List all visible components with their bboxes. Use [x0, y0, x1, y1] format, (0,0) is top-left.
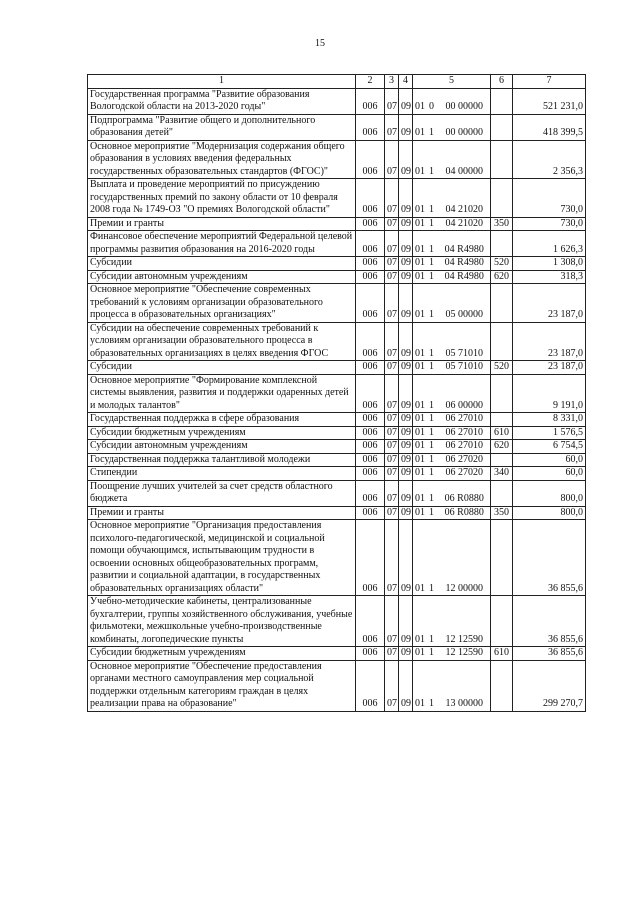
row-ved: 006: [356, 480, 385, 506]
row-subsection: 09: [399, 480, 413, 506]
row-subsection: 09: [399, 140, 413, 179]
row-subsection: 09: [399, 257, 413, 271]
row-expense-type: 350: [491, 217, 513, 231]
row-target-code-subprogram: 1: [425, 374, 439, 413]
row-target-code-subprogram: 1: [425, 453, 439, 467]
row-name: Премии и гранты: [88, 506, 356, 520]
row-expense-type: 610: [491, 647, 513, 661]
row-section: 07: [385, 453, 399, 467]
row-expense-type: [491, 88, 513, 114]
row-section: 07: [385, 506, 399, 520]
row-name: Субсидии автономным учреждениям: [88, 440, 356, 454]
row-target-code-program: 01: [413, 374, 425, 413]
row-section: 07: [385, 257, 399, 271]
header-col-3: 3: [385, 75, 399, 89]
row-subsection: 09: [399, 374, 413, 413]
row-amount: 318,3: [513, 270, 586, 284]
row-name: Основное мероприятие "Формирование комплексной системы выявления, развития и поддержки одаренных детей и молодых талантов": [88, 374, 356, 413]
row-subsection: 09: [399, 231, 413, 257]
row-subsection: 09: [399, 426, 413, 440]
row-target-code-program: 01: [413, 453, 425, 467]
row-expense-type: [491, 480, 513, 506]
row-amount: 418 399,5: [513, 114, 586, 140]
row-ved: 006: [356, 257, 385, 271]
row-target-code-item: 04 R4980: [439, 231, 491, 257]
row-amount: 36 855,6: [513, 596, 586, 647]
row-amount: 1 626,3: [513, 231, 586, 257]
row-ved: 006: [356, 140, 385, 179]
row-target-code-item: 06 27010: [439, 426, 491, 440]
table-row: [88, 660, 586, 711]
row-name: Субсидии на обеспечение современных требований к условиям организации образовательного процесса в образовательных организациях в целях введения ФГОС: [88, 322, 356, 361]
row-target-code-item: 06 R0880: [439, 506, 491, 520]
row-name: Субсидии автономным учреждениям: [88, 270, 356, 284]
row-amount: 60,0: [513, 453, 586, 467]
row-target-code-subprogram: 1: [425, 520, 439, 596]
row-ved: 006: [356, 88, 385, 114]
row-expense-type: [491, 114, 513, 140]
row-ved: 006: [356, 114, 385, 140]
row-subsection: 09: [399, 322, 413, 361]
row-ved: 006: [356, 374, 385, 413]
row-target-code-item: 04 21020: [439, 179, 491, 218]
row-section: 07: [385, 596, 399, 647]
row-target-code-item: 06 27020: [439, 467, 491, 481]
row-amount: 1 576,5: [513, 426, 586, 440]
row-target-code-item: 12 12590: [439, 596, 491, 647]
row-target-code-subprogram: 1: [425, 270, 439, 284]
row-expense-type: 340: [491, 467, 513, 481]
row-section: 07: [385, 467, 399, 481]
row-section: 07: [385, 217, 399, 231]
row-target-code-subprogram: 1: [425, 413, 439, 427]
row-amount: 36 855,6: [513, 520, 586, 596]
row-subsection: 09: [399, 284, 413, 323]
row-target-code-program: 01: [413, 231, 425, 257]
row-ved: 006: [356, 453, 385, 467]
row-amount: 800,0: [513, 506, 586, 520]
row-target-code-subprogram: 1: [425, 660, 439, 711]
row-section: 07: [385, 270, 399, 284]
row-ved: 006: [356, 361, 385, 375]
header-col-5: 5: [413, 75, 491, 89]
table-row: [88, 217, 586, 231]
row-target-code-item: 05 71010: [439, 361, 491, 375]
row-section: 07: [385, 647, 399, 661]
row-section: 07: [385, 440, 399, 454]
row-name: Финансовое обеспечение мероприятий Федеральной целевой программы развития образования на 2016-2020 годы: [88, 231, 356, 257]
row-expense-type: [491, 413, 513, 427]
table-row: [88, 322, 586, 361]
row-ved: 006: [356, 322, 385, 361]
row-expense-type: 620: [491, 270, 513, 284]
row-ved: 006: [356, 179, 385, 218]
row-amount: 9 191,0: [513, 374, 586, 413]
row-target-code-item: 00 00000: [439, 114, 491, 140]
row-subsection: 09: [399, 88, 413, 114]
table-row: [88, 506, 586, 520]
header-col-7: 7: [513, 75, 586, 89]
row-name: Государственная программа "Развитие образования Вологодской области на 2013-2020 годы": [88, 88, 356, 114]
row-target-code-program: 01: [413, 114, 425, 140]
row-target-code-subprogram: 1: [425, 217, 439, 231]
row-target-code-subprogram: 1: [425, 322, 439, 361]
row-section: 07: [385, 231, 399, 257]
row-target-code-program: 01: [413, 179, 425, 218]
table-row: [88, 140, 586, 179]
row-target-code-program: 01: [413, 257, 425, 271]
row-target-code-subprogram: 1: [425, 114, 439, 140]
row-name: Субсидии: [88, 257, 356, 271]
row-ved: 006: [356, 506, 385, 520]
row-target-code-item: 06 R0880: [439, 480, 491, 506]
row-amount: 23 187,0: [513, 322, 586, 361]
row-target-code-subprogram: 1: [425, 361, 439, 375]
table-row: [88, 413, 586, 427]
row-target-code-item: 05 71010: [439, 322, 491, 361]
row-target-code-item: 13 00000: [439, 660, 491, 711]
row-name: Выплата и проведение мероприятий по присуждению государственных премий по закону области от 10 февраля 2008 года № 1749-ОЗ "О премиях Вологодской области": [88, 179, 356, 218]
row-name: Субсидии бюджетным учреждениям: [88, 426, 356, 440]
row-target-code-program: 01: [413, 520, 425, 596]
table-row: [88, 284, 586, 323]
row-name: Поощрение лучших учителей за счет средств областного бюджета: [88, 480, 356, 506]
page-number: 15: [315, 38, 325, 49]
row-target-code-item: 00 00000: [439, 88, 491, 114]
row-section: 07: [385, 114, 399, 140]
row-target-code-subprogram: 1: [425, 647, 439, 661]
table-row: [88, 114, 586, 140]
budget-table: [87, 74, 586, 712]
row-section: 07: [385, 140, 399, 179]
row-target-code-subprogram: 1: [425, 231, 439, 257]
row-amount: 6 754,5: [513, 440, 586, 454]
row-target-code-item: 04 21020: [439, 217, 491, 231]
table-row: [88, 520, 586, 596]
row-subsection: 09: [399, 217, 413, 231]
table-row: [88, 467, 586, 481]
row-ved: 006: [356, 647, 385, 661]
row-target-code-program: 01: [413, 440, 425, 454]
table-header-row: [88, 75, 586, 89]
table-row: [88, 374, 586, 413]
row-section: 07: [385, 660, 399, 711]
row-section: 07: [385, 88, 399, 114]
row-target-code-subprogram: 1: [425, 506, 439, 520]
row-amount: 800,0: [513, 480, 586, 506]
row-target-code-item: 06 27020: [439, 453, 491, 467]
row-name: Основное мероприятие "Организация предоставления психолого-педагогической, медицинской и социальной помощи обучающимся, испытывающим трудности в освоении основных общеобразовательных программ, развитии и социальной адаптации, в государственных образовательных организациях области": [88, 520, 356, 596]
row-target-code-program: 01: [413, 596, 425, 647]
row-expense-type: 610: [491, 426, 513, 440]
row-section: 07: [385, 413, 399, 427]
row-target-code-program: 01: [413, 660, 425, 711]
row-ved: 006: [356, 520, 385, 596]
row-ved: 006: [356, 284, 385, 323]
row-target-code-program: 01: [413, 467, 425, 481]
row-amount: 1 308,0: [513, 257, 586, 271]
row-amount: 2 356,3: [513, 140, 586, 179]
row-expense-type: 350: [491, 506, 513, 520]
table-row: [88, 231, 586, 257]
row-ved: 006: [356, 596, 385, 647]
row-name: Государственная поддержка талантливой молодежи: [88, 453, 356, 467]
row-target-code-item: 06 27010: [439, 413, 491, 427]
table-row: [88, 440, 586, 454]
row-expense-type: [491, 453, 513, 467]
row-name: Государственная поддержка в сфере образования: [88, 413, 356, 427]
row-ved: 006: [356, 426, 385, 440]
row-target-code-program: 01: [413, 480, 425, 506]
row-amount: 299 270,7: [513, 660, 586, 711]
row-amount: 521 231,0: [513, 88, 586, 114]
row-target-code-subprogram: 1: [425, 140, 439, 179]
row-name: Подпрограмма "Развитие общего и дополнительного образования детей": [88, 114, 356, 140]
row-amount: 730,0: [513, 179, 586, 218]
row-expense-type: [491, 179, 513, 218]
row-target-code-subprogram: 1: [425, 179, 439, 218]
row-target-code-program: 01: [413, 361, 425, 375]
row-ved: 006: [356, 467, 385, 481]
table-row: [88, 453, 586, 467]
table-row: [88, 480, 586, 506]
row-name: Основное мероприятие "Обеспечение современных требований к условиям организации образовательного процесса в образовательных организациях": [88, 284, 356, 323]
row-name: Основное мероприятие "Модернизация содержания общего образования в условиях введения федеральных государственных образовательных стандартов (ФГОС)": [88, 140, 356, 179]
header-col-2: 2: [356, 75, 385, 89]
row-ved: 006: [356, 231, 385, 257]
row-section: 07: [385, 426, 399, 440]
row-target-code-subprogram: 1: [425, 426, 439, 440]
table-row: [88, 647, 586, 661]
row-subsection: 09: [399, 596, 413, 647]
table-row: [88, 257, 586, 271]
row-expense-type: [491, 284, 513, 323]
row-name: Субсидии бюджетным учреждениям: [88, 647, 356, 661]
table-row: [88, 270, 586, 284]
row-target-code-program: 01: [413, 217, 425, 231]
row-subsection: 09: [399, 453, 413, 467]
row-expense-type: 520: [491, 257, 513, 271]
row-ved: 006: [356, 217, 385, 231]
row-subsection: 09: [399, 647, 413, 661]
row-target-code-item: 04 R4980: [439, 257, 491, 271]
row-name: Учебно-методические кабинеты, централизованные бухгалтерии, группы хозяйственного обслуживания, учебные фильмотеки, межшкольные учебно-производственные комбинаты, логопедические пункты: [88, 596, 356, 647]
row-expense-type: [491, 660, 513, 711]
row-section: 07: [385, 374, 399, 413]
header-col-1: 1: [88, 75, 356, 89]
row-name: Стипендии: [88, 467, 356, 481]
row-expense-type: [491, 322, 513, 361]
row-section: 07: [385, 284, 399, 323]
row-subsection: 09: [399, 179, 413, 218]
row-ved: 006: [356, 660, 385, 711]
table-row: [88, 596, 586, 647]
table-row: [88, 179, 586, 218]
row-subsection: 09: [399, 270, 413, 284]
row-section: 07: [385, 179, 399, 218]
row-target-code-program: 01: [413, 506, 425, 520]
row-target-code-program: 01: [413, 284, 425, 323]
row-ved: 006: [356, 413, 385, 427]
row-ved: 006: [356, 440, 385, 454]
row-target-code-program: 01: [413, 426, 425, 440]
row-target-code-program: 01: [413, 270, 425, 284]
row-subsection: 09: [399, 413, 413, 427]
table-row: [88, 88, 586, 114]
row-target-code-subprogram: 1: [425, 257, 439, 271]
row-section: 07: [385, 480, 399, 506]
row-target-code-item: 06 27010: [439, 440, 491, 454]
row-expense-type: [491, 596, 513, 647]
row-subsection: 09: [399, 506, 413, 520]
row-expense-type: 620: [491, 440, 513, 454]
row-section: 07: [385, 520, 399, 596]
row-target-code-program: 01: [413, 322, 425, 361]
row-amount: 23 187,0: [513, 284, 586, 323]
row-subsection: 09: [399, 520, 413, 596]
row-target-code-program: 01: [413, 88, 425, 114]
row-subsection: 09: [399, 361, 413, 375]
row-target-code-program: 01: [413, 413, 425, 427]
header-col-4: 4: [399, 75, 413, 89]
row-expense-type: [491, 231, 513, 257]
row-target-code-item: 05 00000: [439, 284, 491, 323]
row-expense-type: [491, 520, 513, 596]
row-amount: 60,0: [513, 467, 586, 481]
row-target-code-item: 12 00000: [439, 520, 491, 596]
row-amount: 23 187,0: [513, 361, 586, 375]
row-expense-type: [491, 374, 513, 413]
row-target-code-subprogram: 1: [425, 596, 439, 647]
row-name: Субсидии: [88, 361, 356, 375]
row-target-code-program: 01: [413, 647, 425, 661]
row-expense-type: [491, 140, 513, 179]
row-subsection: 09: [399, 440, 413, 454]
row-ved: 006: [356, 270, 385, 284]
row-target-code-subprogram: 1: [425, 284, 439, 323]
row-amount: 8 331,0: [513, 413, 586, 427]
row-target-code-item: 06 00000: [439, 374, 491, 413]
row-expense-type: 520: [491, 361, 513, 375]
row-name: Основное мероприятие "Обеспечение предоставления органами местного самоуправления мер социальной поддержки отдельным категориям граждан в целях реализации права на образование": [88, 660, 356, 711]
row-target-code-subprogram: 0: [425, 88, 439, 114]
row-target-code-subprogram: 1: [425, 467, 439, 481]
row-amount: 36 855,6: [513, 647, 586, 661]
row-amount: 730,0: [513, 217, 586, 231]
row-target-code-subprogram: 1: [425, 480, 439, 506]
table-row: [88, 426, 586, 440]
row-target-code-subprogram: 1: [425, 440, 439, 454]
row-section: 07: [385, 322, 399, 361]
row-name: Премии и гранты: [88, 217, 356, 231]
header-col-6: 6: [491, 75, 513, 89]
row-section: 07: [385, 361, 399, 375]
row-target-code-program: 01: [413, 140, 425, 179]
row-target-code-item: 04 R4980: [439, 270, 491, 284]
row-subsection: 09: [399, 114, 413, 140]
row-target-code-item: 12 12590: [439, 647, 491, 661]
row-subsection: 09: [399, 660, 413, 711]
row-subsection: 09: [399, 467, 413, 481]
table-row: [88, 361, 586, 375]
row-target-code-item: 04 00000: [439, 140, 491, 179]
